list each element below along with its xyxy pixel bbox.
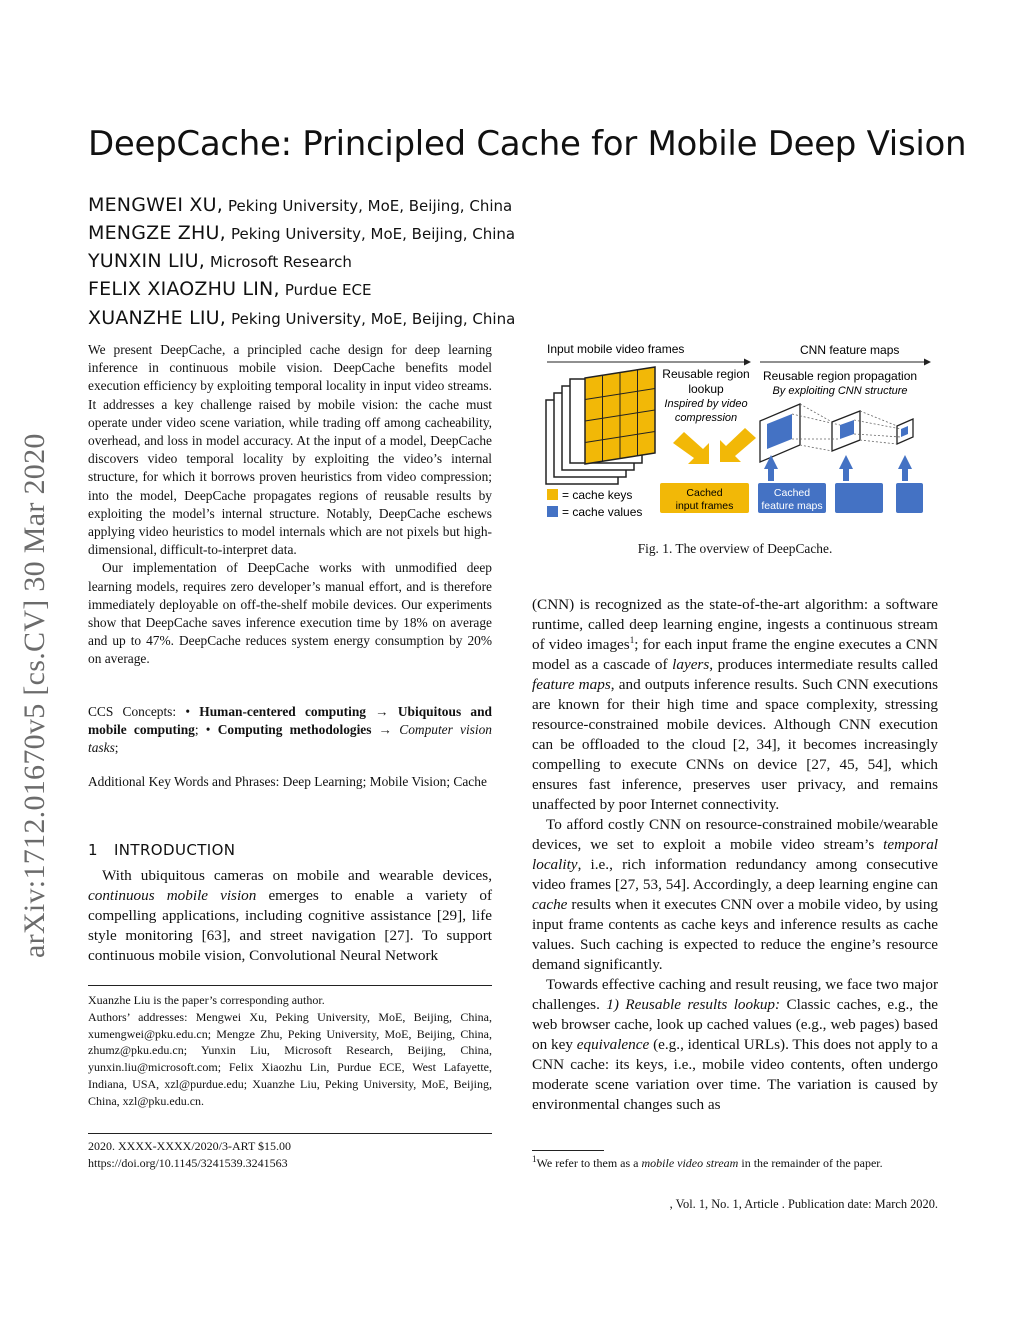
author-affiliation: Peking University, MoE, Beijing, China [230, 225, 516, 243]
label-cnn-feature-maps: CNN feature maps [800, 343, 900, 357]
legend-cache-keys: = cache keys [562, 488, 633, 502]
intro-left-text: With ubiquitous cameras on mobile and wearable devices, continuous mobile vision emerges to enable a variety of compelling applications, including cognitive assistance [29], life style monitoring [63], and street navigation [27]. To support continuous mobile vision, Convolutional Neural Network [88, 867, 493, 964]
author-3 [88, 250, 352, 272]
legend-cache-values: = cache values [562, 505, 643, 519]
video-frame-stack [546, 367, 655, 484]
figure-overview-diagram [538, 338, 938, 520]
feature-map-3 [897, 419, 913, 444]
abstract [88, 341, 492, 669]
author-name: FELIX XIAOZHU LIN, [88, 278, 280, 300]
keywords: Additional Key Words and Phrases: Deep Learning; Mobile Vision; Cache [88, 774, 487, 789]
author-name: MENGWEI XU, [88, 194, 223, 216]
section-heading-introduction: 1 INTRODUCTION [88, 841, 236, 859]
label-input-frames: Input mobile video frames [547, 342, 685, 356]
footnote-1: $^1$We refer to them as a mobile video stream in the remainder of the paper. [532, 1154, 883, 1170]
lookup-label-3: Inspired by video [664, 398, 748, 410]
blue-arrow-3 [898, 455, 912, 481]
arrow-to-cache-right [720, 428, 756, 462]
doi-link[interactable]: https://doi.org/10.1145/3241539.3241563 [88, 1155, 288, 1170]
cached-feature-maps-box-3 [896, 483, 923, 513]
blue-arrow-2 [839, 455, 853, 481]
author-name: MENGZE ZHU, [88, 222, 226, 244]
footnote-rule-right [532, 1150, 604, 1151]
lookup-label-4: compression [674, 412, 738, 424]
author-affiliation: Peking University, MoE, Beijing, China [228, 197, 513, 215]
lookup-label-2: lookup [688, 382, 724, 396]
arrow-to-cache-left [673, 432, 709, 464]
copyright-rule [88, 1133, 492, 1134]
author-name: YUNXIN LIU, [88, 250, 205, 272]
arxiv-identifier: arXiv:1712.01670v5 [cs.CV] 30 Mar 2020 [18, 433, 51, 958]
copyright-line: 2020. XXXX-XXXX/2020/3-ART $15.00 [88, 1139, 292, 1153]
legend-swatch-values [547, 506, 558, 517]
author-affiliation: Purdue ECE [284, 281, 372, 299]
author-4 [88, 278, 371, 300]
abstract-paragraph-2: Our implementation of DeepCache works with unmodified deep learning models, requires zero developer’s manual effort, and is therefore immediately deployable on off-the-shelf mobile devices. Our experiments show that DeepCache saves inference execution time by 18% on average and up to 47%. DeepCache reduces system energy consumption by 20% on average. [88, 560, 492, 667]
propagation-label-1: Reusable region propagation [762, 369, 918, 383]
feature-map-2 [832, 411, 860, 451]
svg-text:feature maps: feature maps [761, 500, 823, 512]
author-2 [88, 222, 515, 244]
author-1 [88, 194, 512, 216]
author-5 [88, 307, 515, 329]
paper-title: DeepCache: Principled Cache for Mobile Deep Vision [88, 124, 967, 164]
abstract-paragraph-1: We present DeepCache, a principled cache design for deep learning inference in continuous mobile vision. DeepCache benefits model execution efficiency by exploiting temporal locality in input video streams. It addresses a key challenge raised by mobile vision: the cache must operate under video scene variation, while trading off among cacheability, overhead, and loss in model accuracy. At the input of a model, DeepCache discovers video temporal locality by exploiting the video’s internal structure, for which it borrows proven heuristics from video compression; into the model, DeepCache propagates regions of reusable results by exploiting the model’s internal structure. Notably, DeepCache eschews applying video heuristics to model internals which are not pixels but high-dimensional, difficult-to-interpret data. [88, 342, 492, 558]
author-affiliation: Peking University, MoE, Beijing, China [231, 310, 516, 328]
legend-swatch-keys [547, 489, 558, 500]
lookup-label-1: Reusable region [662, 367, 750, 381]
svg-text:Cached: Cached [773, 487, 811, 499]
svg-text:input frames: input frames [675, 500, 734, 512]
intro-right-text: (CNN) is recognized as the state-of-the-art algorithm: a software runtime, called deep learning engine, ingests a continuous stream of video images$^1$; for each input frame the engine executes a CNN model as a cascade of layers, produces intermediate results called feature maps, and outputs inference results. Such CNN executions are known for their high time and space complexity, stressing resource-constrained mobile devices. Although CNN execution can be offloaded to the cloud [2, 34], it becomes increasingly compelling to execute CNNs on device [27, 45, 54], which ensures fast inference, preserves user privacy, and remains unaffected by poor Internet connectivity. To afford costly CNN on resource-constrained mobile/wearable devices, we set to exploit a mobile video stream’s temporal locality, i.e., rich information redundancy among consecutive video frames [27, 53, 54]. Accordingly, a deep learning engine can cache results when it executes CNN over a mobile video, by using input frame contents as cache keys and inference results as cache values. Such caching is expected to reduce the engine’s resource demand significantly. Towards effective caching and result reusing, we face two major challenges. 1) Reusable results lookup: Classic caches, e.g., the web browser cache, look up cached values (e.g., web pages) based on key equivalence (e.g., identical URLs). This does not apply to a CNN cache: its keys, i.e., mobile video contents, often undergo moderate scene variation over time. The variation is caused by environmental changes such as [532, 596, 939, 1113]
cached-feature-maps-box-2 [835, 483, 883, 513]
page-footer: , Vol. 1, No. 1, Article . Publication date: March 2020. [669, 1197, 938, 1211]
corresponding-author-note: Xuanzhe Liu is the paper’s corresponding author. [88, 993, 325, 1007]
footnote-rule [88, 985, 492, 986]
copyright-block [88, 1138, 492, 1172]
svg-text:Cached: Cached [686, 487, 723, 499]
author-addresses: Authors’ addresses: Mengwei Xu, Peking University, MoE, Beijing, China, xumengwei@pku.edu.cn; Mengze Zhu, Peking University, MoE, Beijing, China, zhumz@pku.edu.cn; Yunxin Liu, Microsoft Research, Beijing, China, yunxin.liu@microsoft.com; Felix Xiaozhu Lin, Purdue ECE, West Lafayette, Indiana, USA, xzl@purdue.edu; Xuanzhe Liu, Peking University, MoE, Beijing, China, xzl@pku.edu.cn. [88, 1009, 492, 1108]
figure-caption: Fig. 1. The overview of DeepCache. [637, 541, 833, 556]
author-name: XUANZHE LIU, [88, 307, 227, 329]
propagation-label-2: By exploiting CNN structure [772, 385, 908, 397]
author-affiliation: Microsoft Research [210, 253, 352, 271]
author-notes [88, 992, 492, 1110]
ccs-concepts: CCS Concepts: • Human-centered computing → Ubiquitous and mobile computing; • Computing methodologies → Computer vision tasks; [88, 704, 493, 756]
feature-map-1 [760, 404, 800, 462]
